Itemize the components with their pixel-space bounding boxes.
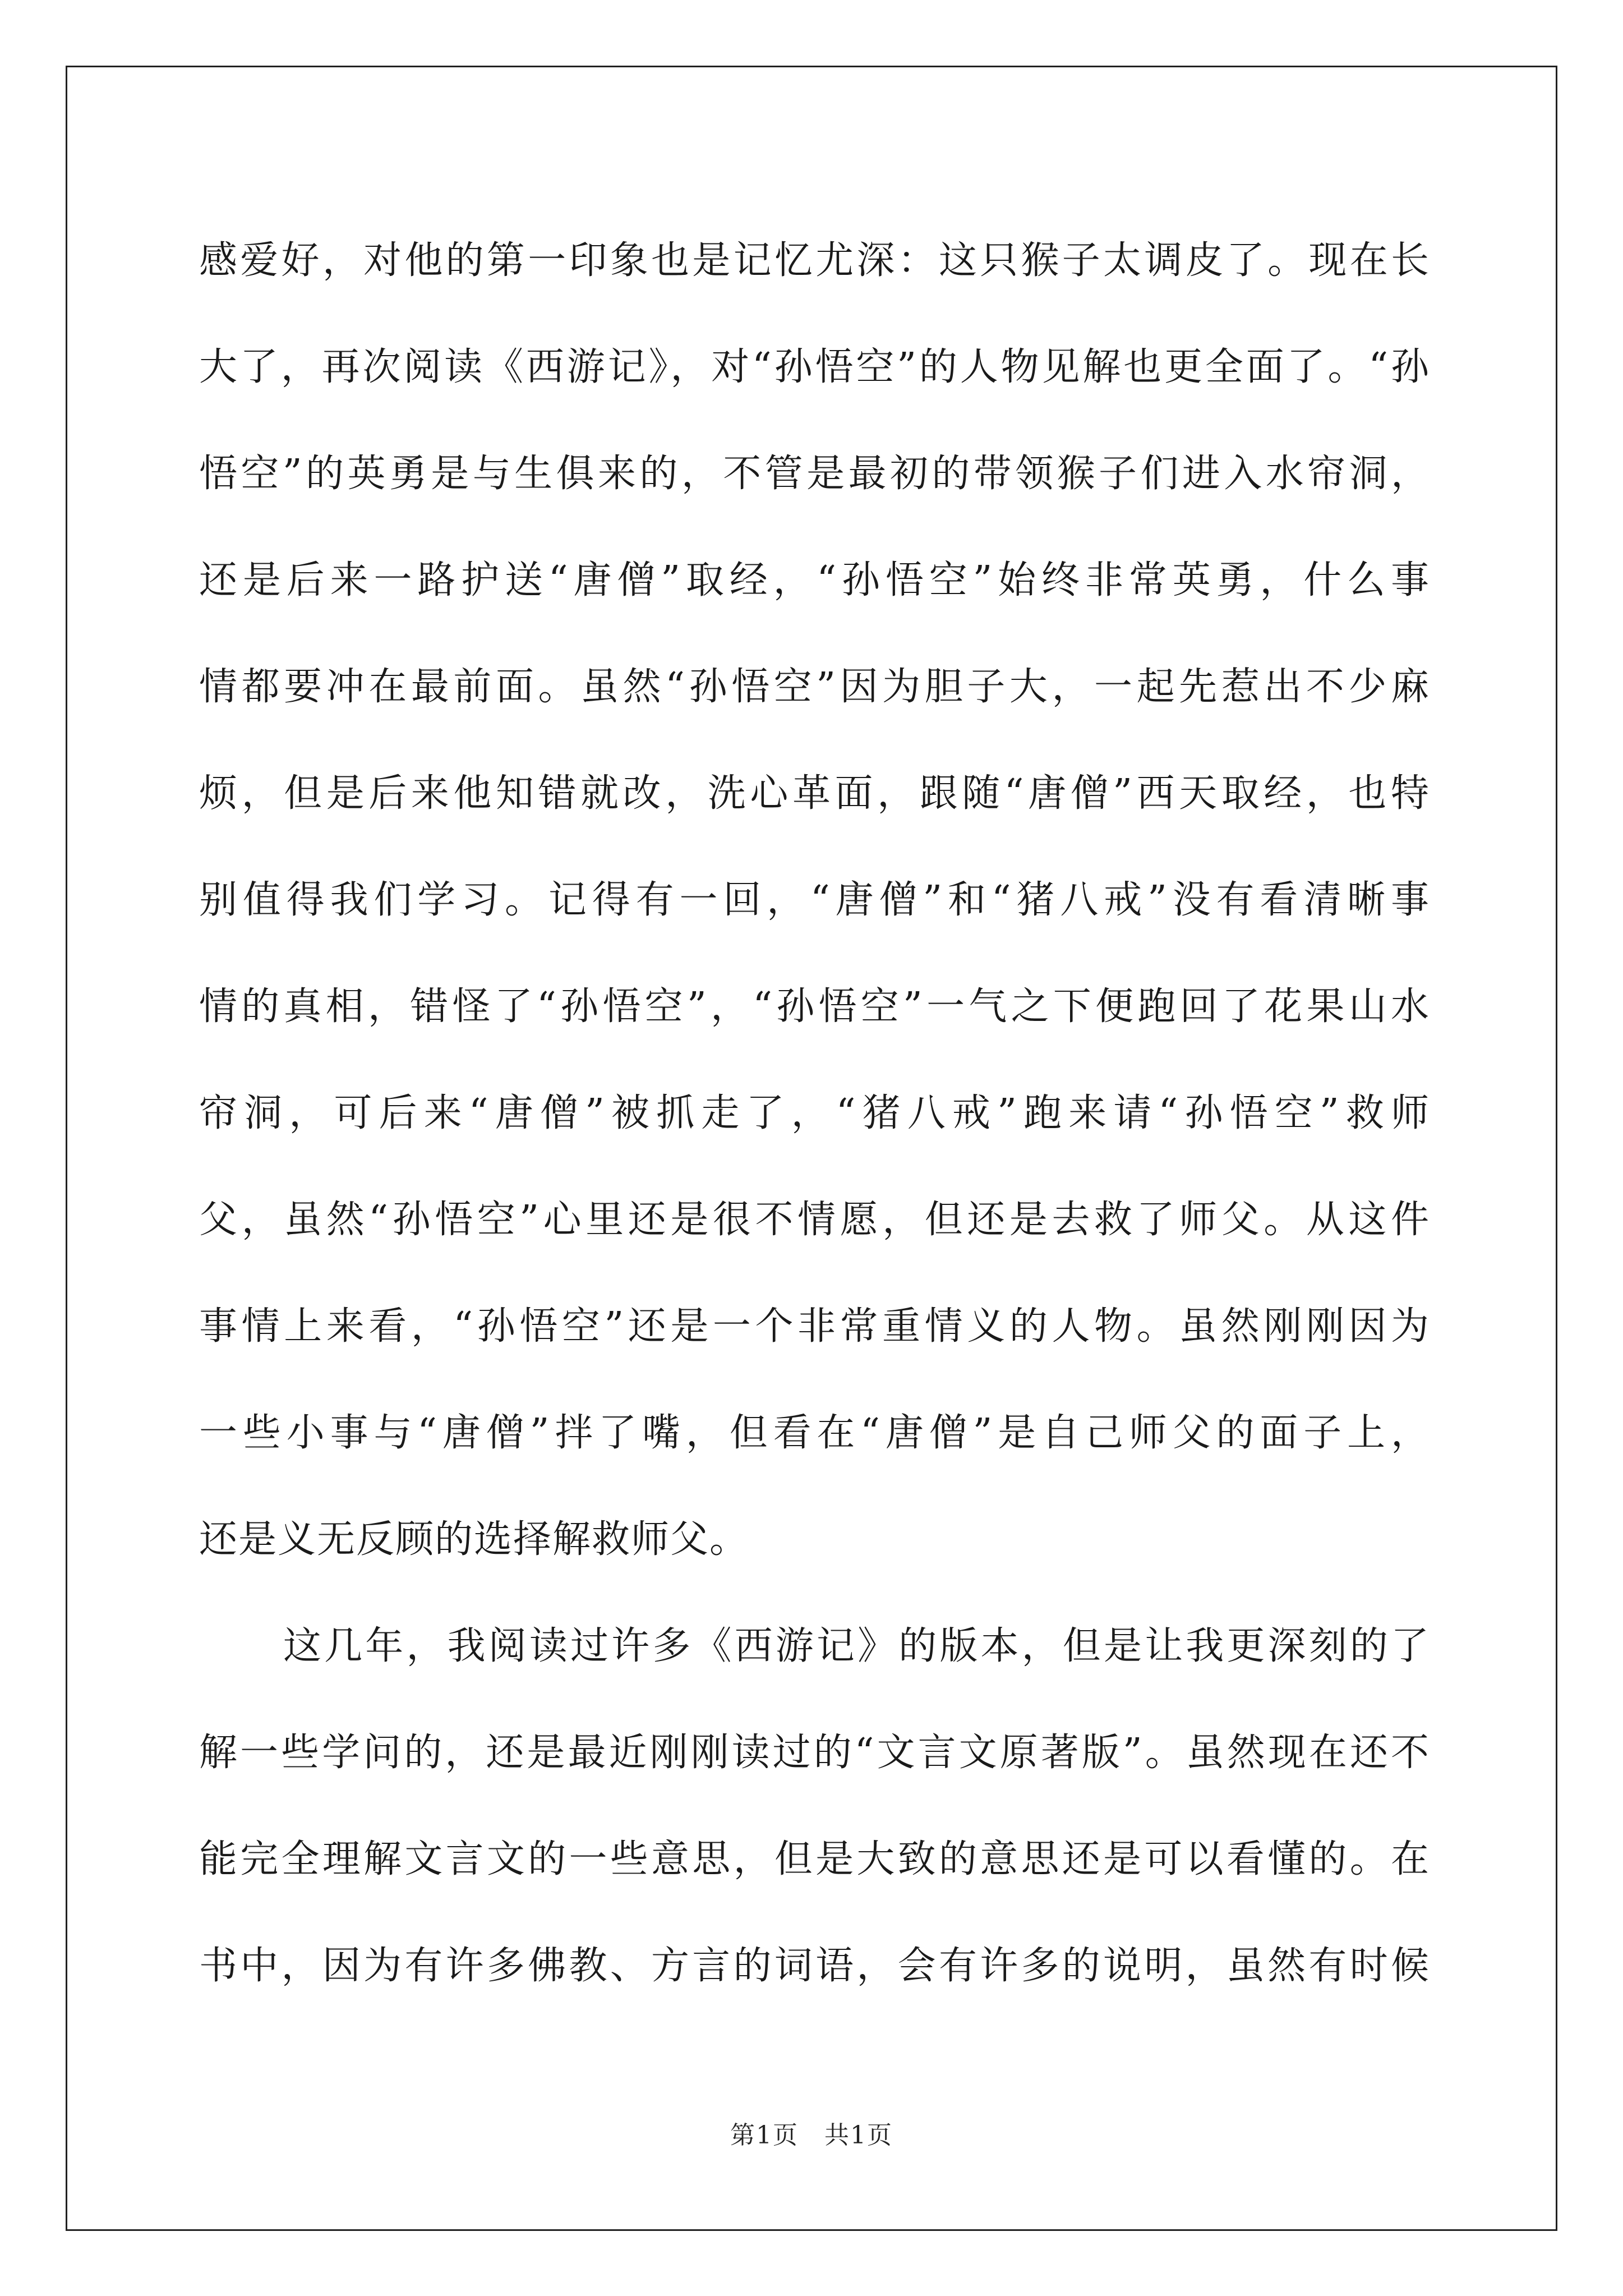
- text-line: 大了，再次阅读《西游记》，对“孙悟空”的人物见解也更全面了。“孙: [199, 345, 1430, 389]
- text-line: 父，虽然“孙悟空”心里还是很不情愿，但还是去救了师父。从这件: [199, 1198, 1430, 1242]
- text-line: 情都要冲在最前面。虽然“孙悟空”因为胆子大，一起先惹出不少麻: [199, 665, 1430, 709]
- text-line-paragraph-end: 还是义无反顾的选择解救师父。: [199, 1517, 749, 1562]
- text-line: 一些小事与“唐僧”拌了嘴，但看在“唐僧”是自己师父的面子上，: [199, 1411, 1430, 1455]
- text-line: 情的真相，错怪了“孙悟空”，“孙悟空”一气之下便跑回了花果山水: [199, 984, 1430, 1029]
- text-line: 能完全理解文言文的一些意思，但是大致的意思还是可以看懂的。在: [199, 1837, 1430, 1881]
- text-line: 还是后来一路护送“唐僧”取经，“孙悟空”始终非常英勇，什么事: [199, 558, 1430, 602]
- text-line: 烦，但是后来他知错就改，洗心革面，跟随“唐僧”西天取经，也特: [199, 771, 1430, 816]
- document-body: [199, 208, 1430, 2019]
- text-line-paragraph-start: 这几年，我阅读过许多《西游记》的版本，但是让我更深刻的了: [283, 1624, 1430, 1668]
- page-number-footer: 第1页 共1页: [730, 2121, 893, 2150]
- text-line: 解一些学问的，还是最近刚刚读过的“文言文原著版”。虽然现在还不: [199, 1731, 1430, 1775]
- text-line: 书中，因为有许多佛教、方言的词语，会有许多的说明，虽然有时候: [199, 1944, 1430, 1988]
- text-line: 帘洞，可后来“唐僧”被抓走了，“猪八戒”跑来请“孙悟空”救师: [199, 1091, 1430, 1135]
- text-line: 别值得我们学习。记得有一回，“唐僧”和“猪八戒”没有看清晰事: [199, 878, 1430, 922]
- text-line: 悟空”的英勇是与生俱来的，不管是最初的带领猴子们进入水帘洞，: [199, 452, 1430, 496]
- text-line: 感爱好，对他的第一印象也是记忆尤深：这只猴子太调皮了。现在长: [199, 238, 1430, 283]
- text-line: 事情上来看，“孙悟空”还是一个非常重情义的人物。虽然刚刚因为: [199, 1304, 1430, 1349]
